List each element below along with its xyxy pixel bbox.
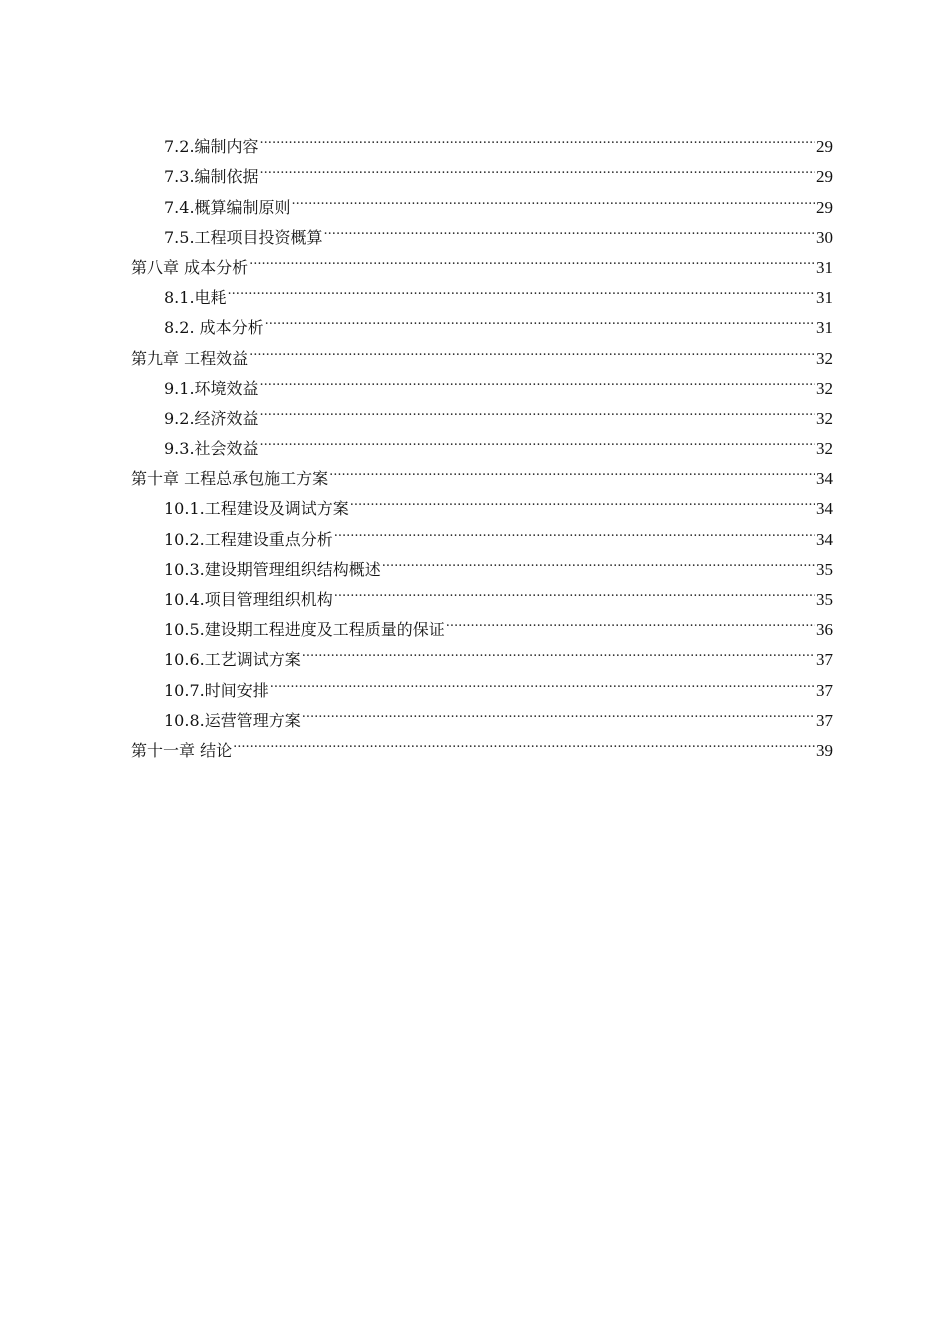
toc-entry-title: 9.2.经济效益 xyxy=(164,408,259,428)
toc-page-number: 35 xyxy=(816,590,833,609)
toc-entry-title: 8.2. 成本分析 xyxy=(164,318,264,338)
toc-dot-leader xyxy=(334,575,815,605)
toc-page-number: 34 xyxy=(816,529,833,549)
toc-page-number: 31 xyxy=(816,257,833,277)
toc-page-number: 39 xyxy=(816,740,833,760)
toc-page-number: 29 xyxy=(816,167,833,187)
toc-dot-leader xyxy=(260,394,815,424)
toc-section-entry[interactable] xyxy=(131,122,833,157)
toc-entry-title: 第八章 成本分析 xyxy=(131,257,249,277)
toc-page-number: 36 xyxy=(816,620,833,640)
toc-entry-title: 10.6.工艺调试方案 xyxy=(164,650,301,670)
toc-page-number: 32 xyxy=(816,348,833,368)
table-of-contents xyxy=(131,122,833,760)
toc-entry-title: 7.3.编制依据 xyxy=(164,167,259,187)
toc-entry-title: 10.4.项目管理组织机构 xyxy=(164,590,333,609)
toc-entry-title: 7.4.概算编制原则 xyxy=(164,197,291,217)
toc-dot-leader xyxy=(270,665,815,695)
toc-page-number: 34 xyxy=(816,499,833,519)
toc-entry-title: 9.1.环境效益 xyxy=(164,378,259,398)
toc-section-entry[interactable] xyxy=(131,303,833,338)
toc-page-number: 32 xyxy=(816,439,833,459)
toc-dot-leader xyxy=(446,605,815,635)
toc-page-number: 35 xyxy=(816,559,833,579)
toc-dot-leader xyxy=(260,424,815,454)
toc-page-number: 37 xyxy=(816,710,833,730)
toc-dot-leader xyxy=(228,273,815,303)
toc-entry-title: 第十一章 结论 xyxy=(131,740,233,760)
toc-dot-leader xyxy=(260,122,815,152)
toc-dot-leader xyxy=(292,182,815,212)
toc-page-number: 29 xyxy=(816,137,833,157)
toc-page-number: 32 xyxy=(816,408,833,428)
toc-dot-leader xyxy=(260,152,815,182)
toc-dot-leader xyxy=(260,364,815,394)
toc-entry-title: 10.5.建设期工程进度及工程质量的保证 xyxy=(164,620,445,640)
toc-dot-leader xyxy=(350,484,815,514)
toc-entry-title: 第九章 工程效益 xyxy=(131,348,249,368)
toc-page-number: 29 xyxy=(816,197,833,217)
toc-page-number: 37 xyxy=(816,680,833,700)
toc-entry-title: 7.2.编制内容 xyxy=(164,137,259,157)
toc-dot-leader xyxy=(249,333,815,363)
toc-entry-title: 10.8.运营管理方案 xyxy=(164,710,301,730)
toc-entry-title: 第十章 工程总承包施工方案 xyxy=(131,469,329,489)
toc-entry-title: 7.5.工程项目投资概算 xyxy=(164,227,323,247)
toc-section-entry[interactable] xyxy=(131,273,833,308)
toc-page-number: 30 xyxy=(816,227,833,247)
toc-chapter-entry[interactable] xyxy=(131,726,833,760)
toc-entry-title: 10.3.建设期管理组织结构概述 xyxy=(164,559,381,579)
toc-page-number: 32 xyxy=(816,378,833,398)
toc-entry-title: 10.1.工程建设及调试方案 xyxy=(164,499,349,519)
toc-page-number: 37 xyxy=(816,650,833,670)
toc-entry-title: 10.2.工程建设重点分析 xyxy=(164,529,333,549)
toc-page-number: 31 xyxy=(816,318,833,338)
toc-dot-leader xyxy=(324,213,815,243)
toc-page-number: 31 xyxy=(816,288,833,308)
toc-entry-title: 9.3.社会效益 xyxy=(164,439,259,459)
toc-entry-title: 10.7.时间安排 xyxy=(164,680,269,700)
toc-page-number: 34 xyxy=(816,469,833,489)
toc-dot-leader xyxy=(265,303,815,333)
toc-dot-leader xyxy=(233,726,815,756)
toc-dot-leader xyxy=(334,514,815,544)
toc-entry-title: 8.1.电耗 xyxy=(164,288,227,308)
toc-dot-leader xyxy=(302,696,815,726)
toc-dot-leader xyxy=(382,545,815,575)
toc-dot-leader xyxy=(249,243,815,273)
toc-dot-leader xyxy=(329,454,815,484)
toc-dot-leader xyxy=(302,635,815,665)
